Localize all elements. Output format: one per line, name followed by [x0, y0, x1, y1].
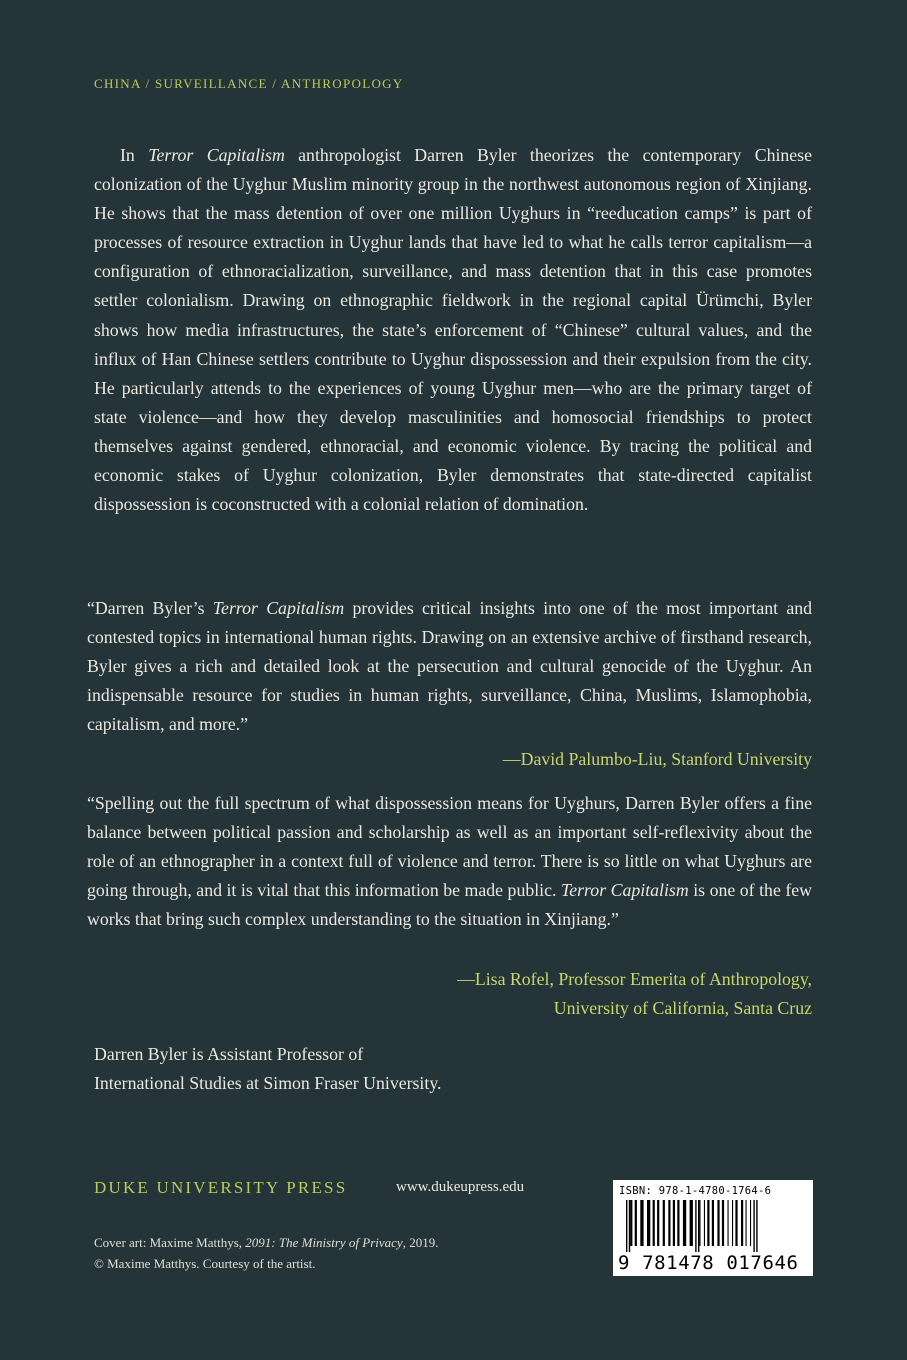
barcode-bar: [683, 1200, 686, 1246]
blurb-2-attribution-affiliation: University of California, Santa Cruz: [553, 998, 812, 1018]
barcode-bar: [732, 1200, 733, 1246]
barcode-bar: [653, 1200, 655, 1246]
barcode-bar: [750, 1200, 751, 1246]
blurb-2-start: “Spelling out the full spectrum of what dispossession means for Uyghurs, Darren Byler offers a fine balance between political passion and scholarship as well as an important self-reflexivity about the role of an ethnographer in a context full of violence and terror. There is so little on what Uyghurs are going through, and it is vital that this information be made public.: [87, 793, 812, 901]
barcode-bar: [635, 1200, 637, 1246]
barcode-bar: [677, 1200, 679, 1246]
barcode-bar: [707, 1200, 709, 1246]
ean-number: 9 781478 017646: [618, 1252, 799, 1274]
barcode-guard-bar: [698, 1200, 699, 1252]
description-body: anthropologist Darren Byler theorizes the contemporary Chinese colonization of the Uyghur Muslim minority group in the northwest autonomous region of Xinjiang. He shows that the mass detention of over one million Uyghurs in “reeducation camps” is part of processes of resource extraction in Uyghur lands that have led to what he calls terror capitalism—a configuration of ethnoracialization, surveillance, and mass detention that in this case promotes settler colonialism. Drawing on ethnographic fieldwork in the regional capital Ürümchi, Byler shows how media infrastructures, the state’s enforcement of “Chinese” cultural values, and the influx of Han Chinese settlers contribute to Uyghur dispossession and their expulsion from the city. He particularly attends to the experiences of young Uyghur men—who are the primary target of state violence—and how they develop masculinities and homosocial friendships to protect themselves against gendered, ethnoracial, and economic violence. By tracing the political and economic stakes of Uyghur colonization, Byler demonstrates that state-directed capitalist dispossession is coconstructed with a colonial relation of domination.: [94, 145, 812, 515]
description-start: In: [120, 145, 149, 165]
category-line: CHINA / SURVEILLANCE / ANTHROPOLOGY: [94, 76, 404, 91]
book-description: [94, 141, 812, 519]
credit-prefix: Cover art: Maxime Matthys,: [94, 1235, 246, 1250]
author-bio: [94, 1040, 594, 1098]
barcode-guard-bar: [753, 1200, 754, 1252]
barcode-bar: [741, 1200, 743, 1246]
blurb-1-attribution: —David Palumbo-Liu, Stanford University: [502, 749, 812, 769]
isbn-label: ISBN: 978-1-4780-1764-6: [619, 1185, 772, 1197]
barcode-guard-bar: [756, 1200, 757, 1252]
barcode-bar: [712, 1200, 714, 1246]
barcode-guard-bar: [626, 1200, 627, 1252]
barcode-bar: [717, 1200, 719, 1246]
credit-suffix: , 2019.: [402, 1235, 439, 1250]
blurb-rofel: [87, 789, 812, 934]
barcode-guard-bar: [629, 1200, 630, 1252]
cover-art-credit: [94, 1232, 494, 1274]
blurb-2-book-title: Terror Capitalism: [560, 880, 689, 901]
barcode-guard-bar: [695, 1200, 696, 1252]
publisher-url: www.dukeupress.edu: [396, 1179, 525, 1195]
barcode-bar: [746, 1200, 747, 1246]
barcode-bar: [735, 1200, 737, 1246]
barcode-bars: [620, 1200, 808, 1252]
blurb-2-body: is one of the few works that bring such complex understanding to the situation in Xinjiang.”: [87, 880, 813, 930]
barcode-bar: [722, 1200, 724, 1246]
barcode-bar: [647, 1200, 650, 1246]
blurb-1-book-title: Terror Capitalism: [212, 598, 345, 618]
author-bio-line-1: Darren Byler is Assistant Professor of: [94, 1044, 364, 1064]
blurb-1-start: “Darren Byler’s: [87, 598, 213, 618]
barcode-bar: [699, 1200, 700, 1246]
author-bio-line-2: International Studies at Simon Fraser University.: [94, 1073, 442, 1094]
credit-work-title: 2091: The Ministry of Privacy: [245, 1235, 403, 1250]
blurb-palumbo-liu: [87, 594, 812, 739]
blurb-2-attribution: —Lisa Rofel, Professor Emerita of Anthropology,: [457, 969, 812, 989]
blurb-1-body: provides critical insights into one of the most important and contested topics in international human rights. Drawing on an extensive archive of firsthand research, Byler gives a rich and detailed look at the persecution and cultural genocide of the Uyghur. An indispensable resource for studies in human rights, surveillance, China, Muslims, Islamophobia, capitalism, and more.”: [87, 598, 812, 735]
barcode-bar: [704, 1200, 705, 1246]
barcode-bar: [630, 1200, 632, 1246]
barcode-bar: [690, 1200, 693, 1246]
barcode-bar: [668, 1200, 670, 1246]
description-book-title: Terror Capitalism: [148, 145, 285, 165]
barcode-bar: [728, 1200, 729, 1246]
barcode-bar: [673, 1200, 675, 1246]
barcode-bar: [640, 1200, 643, 1246]
credit-copyright: © Maxime Matthys. Courtesy of the artist.: [94, 1256, 316, 1271]
barcode-bar: [663, 1200, 665, 1246]
barcode-bar: [657, 1200, 659, 1246]
publisher-name: DUKE UNIVERSITY PRESS: [94, 1178, 348, 1197]
